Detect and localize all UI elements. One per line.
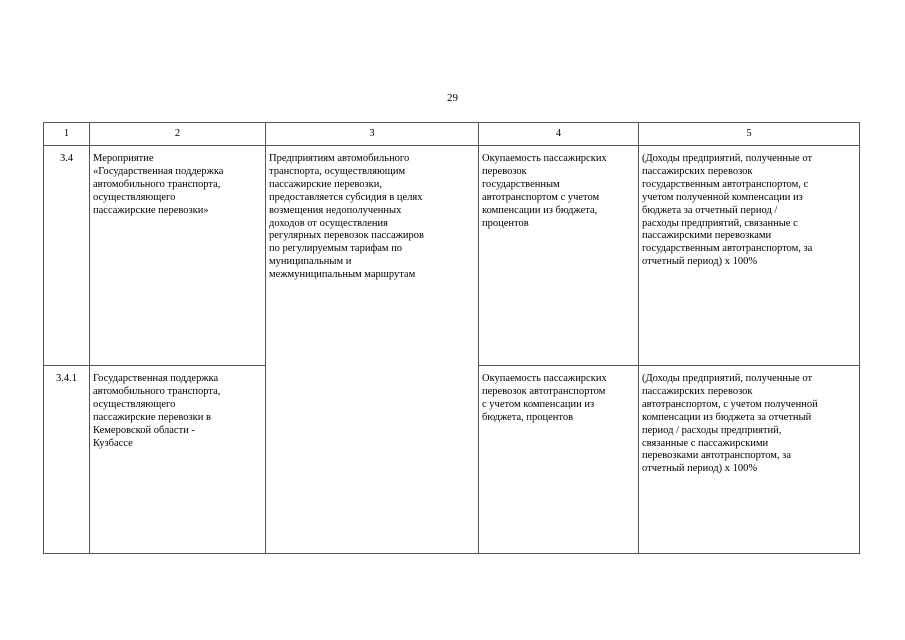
row-number-text: 3.4.1 bbox=[56, 373, 77, 384]
measure-description-cell bbox=[266, 146, 479, 554]
column-header-4: 4 bbox=[479, 123, 639, 146]
page-number: 29 bbox=[447, 92, 458, 104]
indicator-text: Окупаемость пассажирских перевозок государственным автотранспортом с учетом компенсации из бюджета, процентов bbox=[482, 153, 607, 229]
indicator-cell bbox=[479, 366, 639, 554]
table-header-row bbox=[44, 123, 860, 146]
column-header-1: 1 bbox=[44, 123, 90, 146]
row-number bbox=[44, 366, 90, 554]
formula-text: (Доходы предприятий, полученные от пассажирских перевозок автотранспортом, с учетом полученной компенсации из бюджета за отчетный период / расходы предприятий, связанные с пассажирскими перевозками автотранспортом, за отчетный период) х 100% bbox=[642, 373, 818, 475]
row-number-text: 3.4 bbox=[59, 153, 74, 164]
table-row bbox=[44, 146, 860, 366]
formula-cell bbox=[639, 366, 860, 554]
column-header-5: 5 bbox=[639, 123, 860, 146]
indicator-text: Окупаемость пассажирских перевозок автотранспортом с учетом компенсации из бюджета, процентов bbox=[482, 373, 607, 423]
measure-name: Мероприятие «Государственная поддержка автомобильного транспорта, осуществляющего пассажирские перевозки» bbox=[93, 153, 224, 216]
measure-description: Предприятиям автомобильного транспорта, осуществляющим пассажирские перевозки, предоставляется субсидия в целях возмещения недополученных доходов от осуществления регулярных перевозок пассажиров по регулируемым тарифам по муниципальным и межмуниципальным маршрутам bbox=[269, 153, 424, 281]
measure-name-cell bbox=[90, 146, 266, 366]
row-number bbox=[44, 146, 90, 366]
measure-name: Государственная поддержка автомобильного транспорта, осуществляющего пассажирские перевозки в Кемеровской области - Кузбассе bbox=[93, 373, 221, 449]
column-header-3: 3 bbox=[266, 123, 479, 146]
formula-cell bbox=[639, 146, 860, 366]
measures-table bbox=[43, 122, 860, 554]
column-header-2: 2 bbox=[90, 123, 266, 146]
measure-name-cell bbox=[90, 366, 266, 554]
formula-text: (Доходы предприятий, полученные от пассажирских перевозок государственным автотранспортом, с учетом полученной компенсации из бюджета за отчетный период / расходы предприятий, связанные с пассажирскими перевозками государственным автотранспортом, за отчетный период) х 100% bbox=[642, 153, 813, 268]
indicator-cell bbox=[479, 146, 639, 366]
